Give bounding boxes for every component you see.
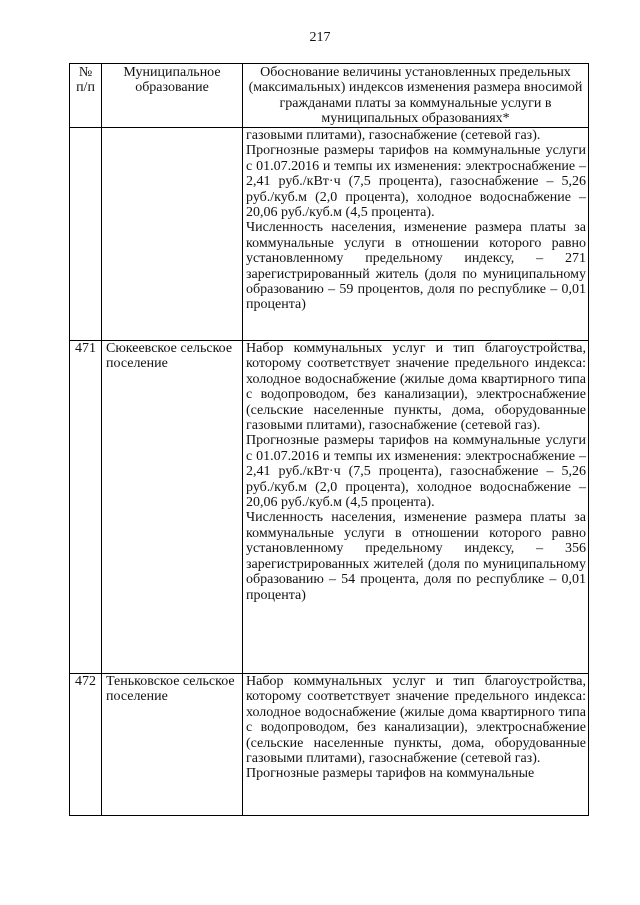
paragraph: Прогнозные размеры тарифов на коммунальные xyxy=(246,766,535,782)
table-header-row xyxy=(70,64,589,128)
justification-cell xyxy=(243,341,589,674)
row-number xyxy=(70,128,102,341)
header-justification: Обоснование величины установленных предельных (максимальных) индексов изменения размера вносимой гражданами платы за коммунальные услуги в муниципальных образованиях* xyxy=(243,64,589,128)
header-municipality: Муниципальное образование xyxy=(102,64,243,128)
page-number: 217 xyxy=(309,30,331,45)
table-row xyxy=(70,674,589,816)
municipality-name xyxy=(102,128,243,341)
table-row xyxy=(70,128,589,341)
justification-cell xyxy=(243,128,589,341)
paragraph: Численность населения, изменение размера платы за коммунальные услуги в отношении которого равно установленному предельному индексу, – 356 зарегистрированных жителей (доля по муниципальному образованию – 54 процента, доля по республике – 0,01 процента) xyxy=(246,510,586,603)
paragraph: газовыми плитами), газоснабжение (сетевой газ). xyxy=(246,128,541,143)
paragraph: Численность населения, изменение размера платы за коммунальные услуги в отношении которого равно установленному предельному индексу, – 271 зарегистрированный житель (доля по муниципальному образованию – 59 процентов, доля по республике – 0,01 процента) xyxy=(246,220,586,313)
municipality-name: Теньковское сельское поселение xyxy=(102,674,243,816)
paragraph: Набор коммунальных услуг и тип благоустройства, которому соответствует значение предельного индекса: холодное водоснабжение (жилые дома квартирного типа с водопроводом, без канализации), электроснабжение (сельские населенные пункты, дома, оборудованные газовыми плитами), газоснабжение (сетевой газ). xyxy=(246,674,586,767)
paragraph: Прогнозные размеры тарифов на коммунальные услуги с 01.07.2016 и темпы их изменения: электроснабжение – 2,41 руб./кВт·ч (7,5 процента), газоснабжение – 5,26 руб./куб.м (2,0 процента), холодное водоснабжение – 20,06 руб./куб.м (4,5 процента). xyxy=(246,143,586,221)
table-row xyxy=(70,341,589,674)
paragraph: Прогнозные размеры тарифов на коммунальные услуги с 01.07.2016 и темпы их изменения: электроснабжение – 2,41 руб./кВт·ч (7,5 процента), газоснабжение – 5,26 руб./куб.м (2,0 процента), холодное водоснабжение – 20,06 руб./куб.м (4,5 процента). xyxy=(246,433,586,511)
municipality-name: Сюкеевское сельское поселение xyxy=(102,341,243,674)
paragraph: Набор коммунальных услуг и тип благоустройства, которому соответствует значение предельного индекса: холодное водоснабжение (жилые дома квартирного типа с водопроводом, без канализации), электроснабжение (сельские населенные пункты, дома, оборудованные газовыми плитами), газоснабжение (сетевой газ). xyxy=(246,341,586,434)
row-number: 472 xyxy=(70,674,102,816)
header-num: № п/п xyxy=(70,64,102,128)
justification-cell xyxy=(243,674,589,816)
tariff-index-table xyxy=(69,63,589,816)
row-number: 471 xyxy=(70,341,102,674)
